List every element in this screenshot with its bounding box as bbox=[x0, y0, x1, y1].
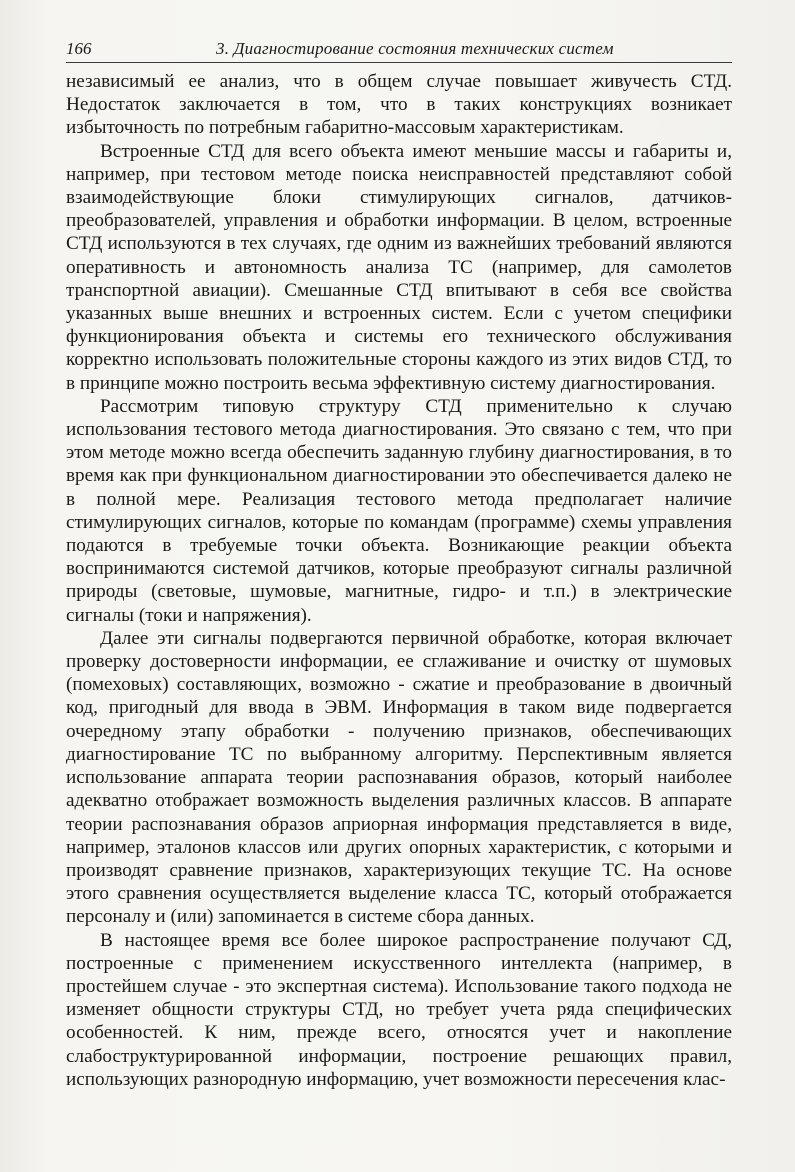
page-header bbox=[66, 38, 732, 63]
running-head: 3. Диагностирование состояния технических систем bbox=[216, 39, 614, 58]
paragraph: Встроенные СТД для всего объекта имеют меньшие массы и габариты и, например, при тестовом методе поиска неисправностей представляют собой взаимодействующие блоки стимулирующих сигналов, датчиков-преобразователей, управления и обработки информации. В целом, встроенные СТД используются в тех случаях, где одним из важнейших требований являются оперативность и автономность анализа ТС (например, для самолетов транспортной авиации). Смешанные СТД впитывают в себя все свойства указанных выше внешних и встроенных систем. Если с учетом специфики функционирования объекта и системы его технического обслуживания корректно использовать положительные стороны каждого из этих видов СТД, то в принципе можно построить весьма эффективную систему диагностирования. bbox=[66, 140, 732, 394]
paragraph: В настоящее время все более широкое распространение получают СД, построенные с применением искусственного интеллекта (например, в простейшем случае - это экспертная система). Использование такого подхода не изменяет общности структуры СТД, но требует учета ряда специфических особенностей. К ним, прежде всего, относятся учет и накопление слабоструктурированной информации, построение решающих правил, использующих разнородную информацию, учет возможности пересечения клас- bbox=[66, 929, 732, 1090]
paragraph: Рассмотрим типовую структуру СТД применительно к случаю использования тестового метода диагностирования. Это связано с тем, что при этом методе можно всегда обеспечить заданную глубину диагностирования, в то время как при функциональном диагностировании это обеспечивается далеко не в полной мере. Реализация тестового метода предполагает наличие стимулирующих сигналов, которые по командам (программе) схемы управления подаются в требуемые точки объекта. Возникающие реакции объекта воспринимаются системой датчиков, которые преобразуют сигналы различной природы (световые, шумовые, магнитные, гидро- и т.п.) в электрические сигналы (токи и напряжения). bbox=[66, 395, 732, 626]
paragraph: Далее эти сигналы подвергаются первичной обработке, которая включает проверку достоверности информации, ее сглаживание и очистку от шумовых (помеховых) составляющих, возможно - сжатие и преобразование в двоичный код, пригодный для ввода в ЭВМ. Информация в таком виде подвергается очередному этапу обработки - получению признаков, обеспечивающих диагностирование ТС по выбранному алгоритму. Перспективным является использование аппарата теории распознавания образов, который наиболее адекватно отображает возможность выделения различных классов. В аппарате теории распознавания образов априорная информация представляется в виде, например, эталонов классов или других опорных характеристик, с которыми и производят сравнение признаков, характеризующих текущие ТС. На основе этого сравнения осуществляется выделение класса ТС, который отображается персоналу и (или) запоминается в системе сбора данных. bbox=[66, 627, 732, 928]
paragraph: независимый ее анализ, что в общем случае повышает живучесть СТД. Недостаток заключается в том, что в таких конструкциях возникает избыточность по потребным габаритно-массовым характеристикам. bbox=[66, 71, 732, 139]
page-number: 166 bbox=[66, 39, 92, 58]
body-text bbox=[66, 70, 732, 1091]
